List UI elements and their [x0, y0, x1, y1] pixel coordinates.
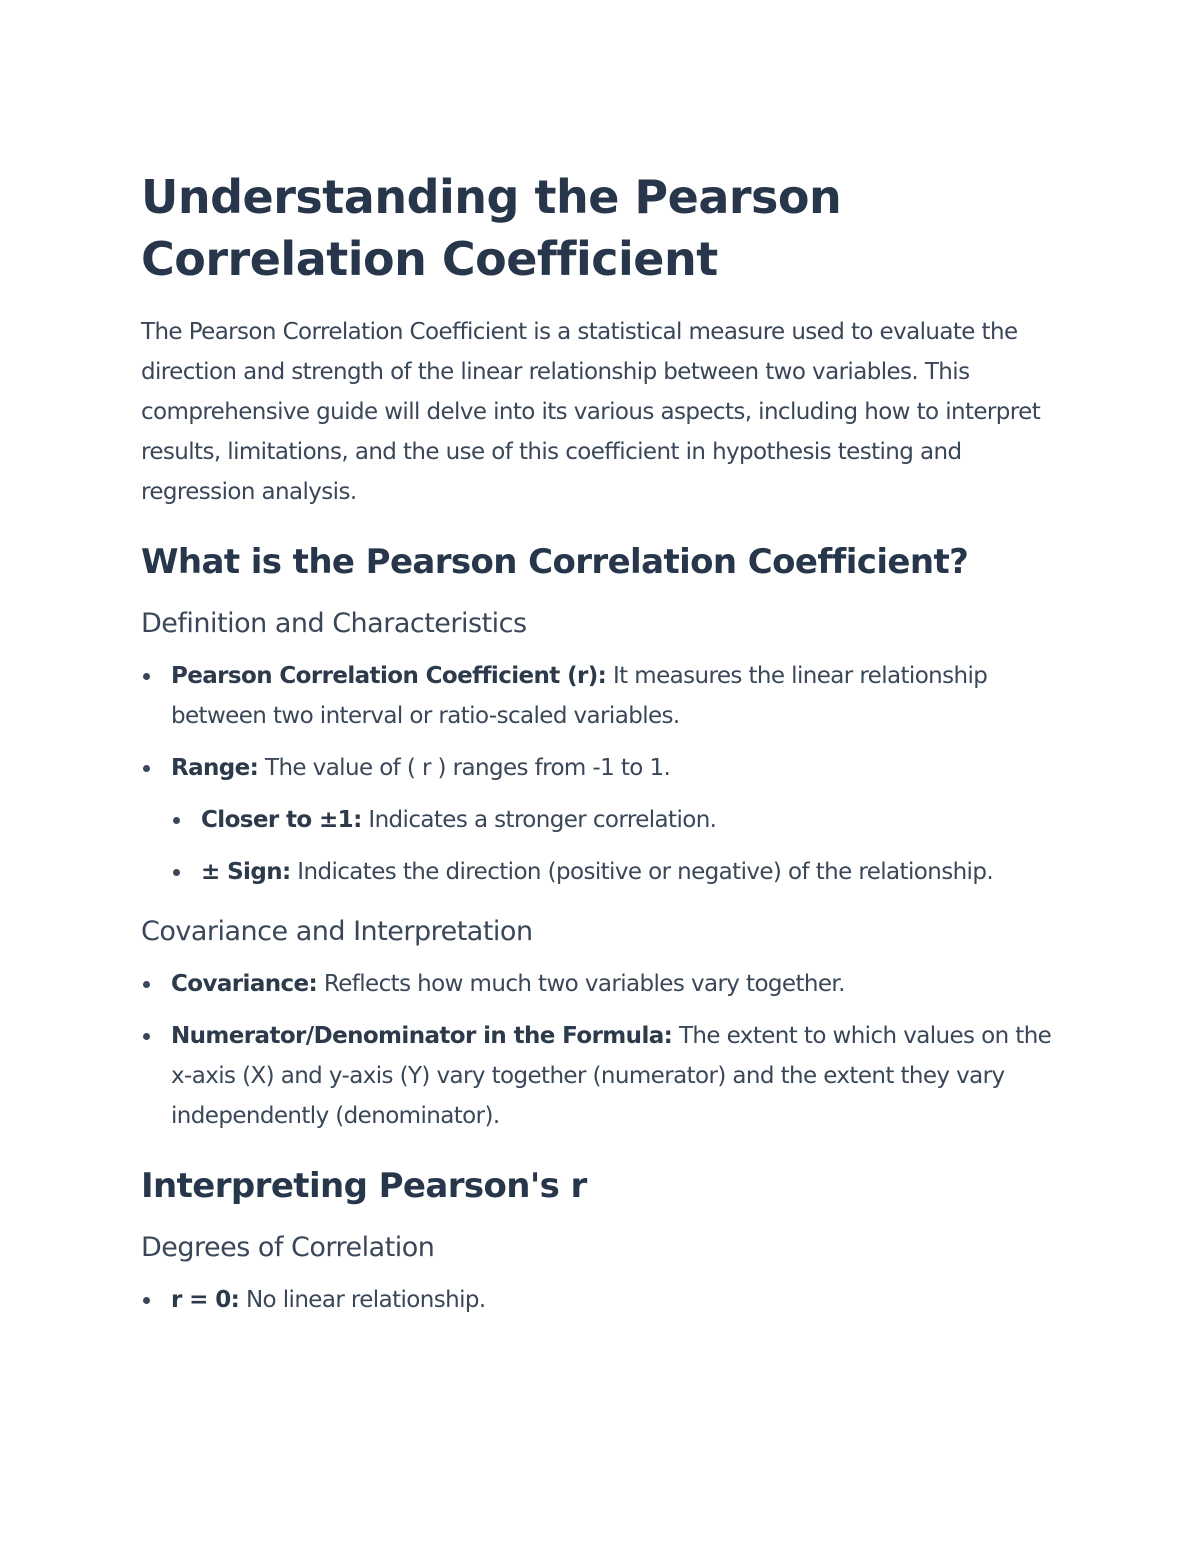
list-item: [141, 964, 1061, 1004]
section-heading-interpreting: Interpreting Pearson's r: [141, 1166, 587, 1206]
list-item-term: Covariance:: [171, 971, 318, 997]
list-item-text: Reflects how much two variables vary together.: [317, 971, 845, 997]
list-item-text: Indicates the direction (positive or negative) of the relationship.: [290, 859, 994, 885]
sub-list-item: [171, 800, 1061, 840]
document-title: Understanding the Pearson Correlation Coefficient: [141, 170, 842, 286]
sub-list-item: [171, 852, 1061, 892]
definition-list: [141, 656, 1061, 892]
list-item: [141, 748, 1061, 892]
degrees-list: [141, 1280, 1061, 1320]
list-item-term: r = 0:: [171, 1287, 240, 1313]
list-item-text: The extent to which values on the x-axis (X) and y-axis (Y) vary together (numerator) and the extent they vary independently (denominator).: [171, 1023, 1052, 1129]
section-heading-what-is: What is the Pearson Correlation Coefficient?: [141, 542, 969, 582]
intro-paragraph: The Pearson Correlation Coefficient is a statistical measure used to evaluate the direction and strength of the linear relationship between two variables. This comprehensive guide will delve into its various aspects, including how to interpret results, limitations, and the use of this coefficient in hypothesis testing and regression analysis.: [141, 319, 1041, 505]
list-item-text: Indicates a stronger correlation.: [361, 807, 717, 833]
subheading-definition: Definition and Characteristics: [141, 608, 527, 639]
list-item-term: Numerator/Denominator in the Formula:: [171, 1023, 673, 1049]
list-item-text: It measures the linear relationship between two interval or ratio-scaled variables.: [171, 663, 988, 729]
list-item-term: ± Sign:: [201, 859, 291, 885]
list-item: [141, 1016, 1061, 1136]
document-page: [141, 166, 1061, 1332]
list-item: [141, 656, 1061, 736]
list-item-term: Closer to ±1:: [201, 807, 362, 833]
list-item-term: Range:: [171, 755, 259, 781]
list-item-term: Pearson Correlation Coefficient (r):: [171, 663, 607, 689]
list-item-text: The value of ( r ) ranges from -1 to 1.: [258, 755, 671, 781]
list-item-text: No linear relationship.: [239, 1287, 486, 1313]
covariance-list: [141, 964, 1061, 1136]
range-sub-list: [171, 800, 1061, 892]
list-item: [141, 1280, 1061, 1320]
subheading-degrees: Degrees of Correlation: [141, 1232, 435, 1263]
subheading-covariance: Covariance and Interpretation: [141, 916, 533, 947]
